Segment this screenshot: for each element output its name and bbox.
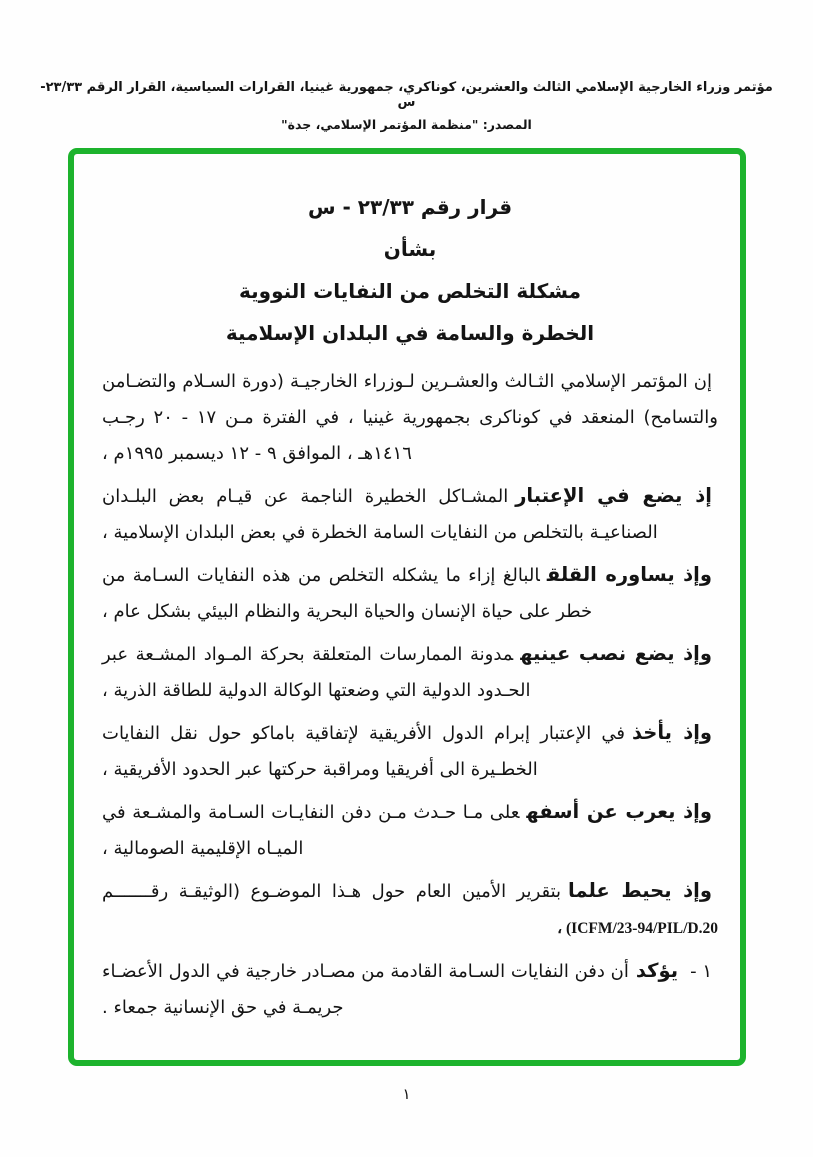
preamble-paragraph [102,364,718,472]
page-number: ١ [402,1085,411,1103]
document-header [36,80,777,132]
document-reference-line [102,910,718,947]
clause-paragraph [102,715,718,788]
clause-paragraph [102,557,718,630]
clause-lead: وإذ يحيط علما [568,879,712,902]
header-citation: مؤتمر وزراء الخارجية الإسلامي الثالث والعشرين، كوناكري، جمهورية غينيا، القرارات السياسية، القرار الرقم ٢٣/٣٣-س [40,80,773,110]
title-line-subject-2: الخطرة والسامة في البلدان الإسلامية [225,321,595,345]
green-highlight-frame [68,148,746,1066]
document-reference-code: ، (ICFM/23-94/PIL/D.20 [557,920,718,937]
resolution-number-line: قرار رقم ٢٣/٣٣ - س [307,195,513,219]
clause-paragraph [102,873,718,947]
clause-lead: إذ يضع في الإعتبار [515,484,712,507]
clause-paragraph [102,478,718,551]
paragraph-text: إن المؤتمر الإسلامي الثـالث والعشـرين لـوزراء الخارجيـة (دورة السـلام والتضـامن والتسامح) المنعقد في كوناكرى بجمهورية غينيا ، في الفترة مـن ١٧ - ٢٠ رجـب ١٤١٦هـ ، الموافق ٩ - ١٢ ديسمبر ١٩٩٥م ، [102,371,718,464]
item-text: أن دفن النفايات السـامة القادمة من مصـادر خارجية في الدول الأعضـاء جريمـة في حق الإنسانية جمعاء . [102,961,629,1018]
paragraph-text: المشـاكل الخطيرة الناجمة عن قيـام بعض البلـدان الصناعيـة بالتخلص من النفايات السامة الخطرة في بعض البلدان الإسلامية ، [102,486,658,543]
title-line-regarding: بشأن [383,237,437,261]
paragraph-text: في الإعتبار إبرام الدول الأفريقية لإتفاقية باماكو حول نقل النفايات الخطـيرة الى أفريقيا ومراقبة حركتها عبر الحدود الأفريقية ، [102,723,626,780]
item-lead: يؤكد [635,959,679,982]
item-number: ١ - [690,961,713,982]
clause-paragraph [102,794,718,867]
paragraph-text: مدونة الممارسات المتعلقة بحركة المـواد المشـعة عبر الحـدود الدولية التي وضعتها الوكالة الدولية للطاقة الذرية ، [102,644,531,701]
clause-lead: وإذ يأخذ [632,721,713,744]
clause-paragraph [102,636,718,709]
resolution-title-block [102,186,718,354]
clause-line [102,873,718,910]
clause-lead: وإذ يساوره القلق [546,563,712,586]
title-line-subject-1: مشكلة التخلص من النفايات النووية [239,279,581,303]
paragraph-text: بتقرير الأمين العام حول هـذا الموضـوع (الوثيقـة رقـــــــم [102,881,562,902]
paragraph-text: البالغ إزاء ما يشكله التخلص من هذه النفايات السـامة من خطر على حياة الإنسان والحياة البحرية والنظام البيئي بشكل عام ، [102,565,593,622]
numbered-item [102,953,718,1026]
header-source: المصدر: "منظمة المؤتمر الإسلامي، جدة" [281,117,532,132]
paragraph-text: على مـا حـدث مـن دفن النفايـات السـامة والمشـعة في الميـاه الإقليمية الصومالية ، [102,802,520,859]
clause-lead: وإذ يضع نصب عينيه [520,642,712,665]
clause-lead: وإذ يعرب عن أسفه [526,800,712,823]
